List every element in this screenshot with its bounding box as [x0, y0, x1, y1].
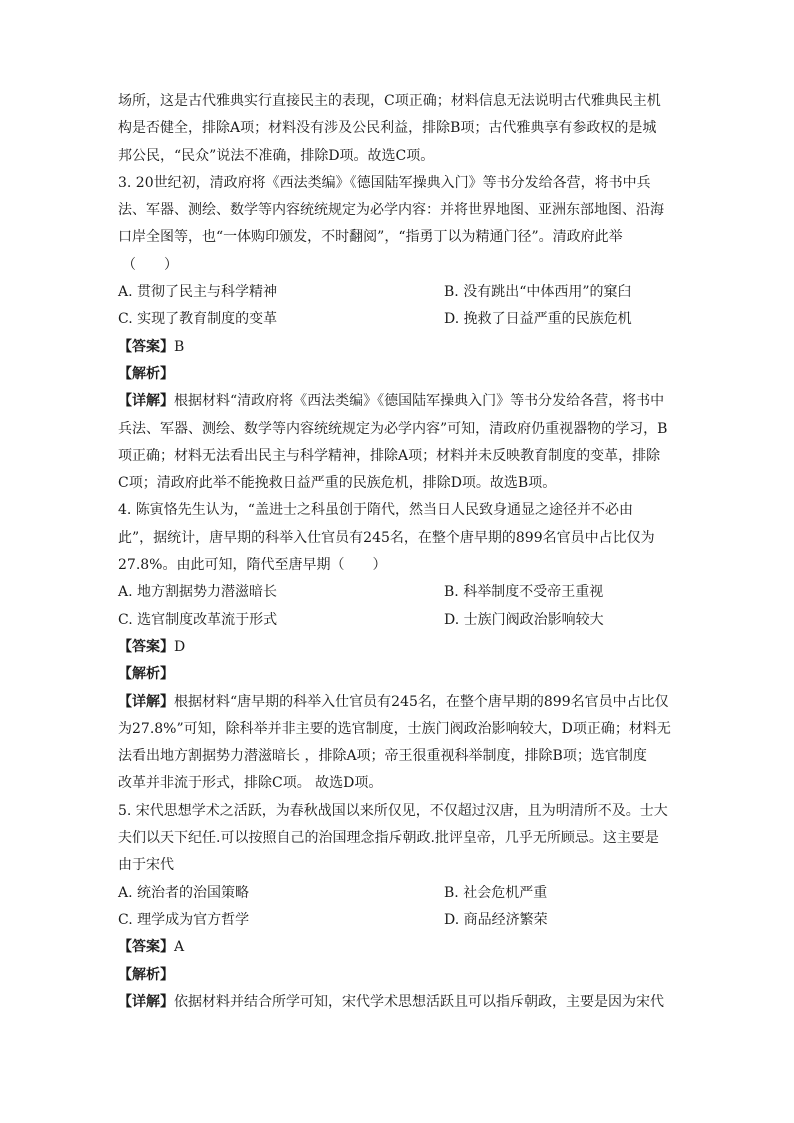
q3-option-b: B. 没有跳出“中体西用”的窠臼: [444, 284, 632, 301]
q4-answer-label: 【答案】: [118, 638, 174, 655]
q4-options-row-2: [118, 607, 678, 634]
q4-answer-value: D: [174, 638, 186, 655]
q5-option-d: D. 商品经济繁荣: [444, 911, 548, 928]
q3-options-row-1: [118, 279, 678, 306]
q5-answer-label: 【答案】: [118, 939, 174, 956]
q3-option-d: D. 挽救了日益严重的民族危机: [444, 311, 632, 328]
q5-stem-line-3: 由于宋代: [118, 857, 174, 874]
q2-explanation-line-2: 构是否健全，排除A项；材料没有涉及公民利益，排除B项；古代雅典享有参政权的是城: [118, 120, 657, 137]
q3-answer-blank: （ ）: [122, 256, 178, 273]
q4-detail-line-4: 改革并非流于形式，排除C项。 故选D项。: [118, 775, 383, 792]
q4-stem-line-2: 此”，据统计，唐早期的科举入仕官员有245名，在整个唐早期的899名官员中占比仅为: [118, 529, 655, 546]
q2-explanation-line-3: 邦公民，“民众”说法不准确，排除D项。故选C项。: [118, 147, 435, 164]
q4-detail-line-1: [118, 689, 678, 716]
q3-detail-label: 【详解】: [118, 393, 174, 410]
q2-explanation-line-1: 场所，这是古代雅典实行直接民主的表现，C项正确；材料信息无法说明古代雅典民主机: [118, 93, 661, 109]
q4-detail-line-3: 法看出地方割据势力潜滋暗长 ，排除A项；帝王很重视科举制度，排除B项；选官制度: [118, 748, 647, 765]
q5-detail-text-1: 依据材料并结合所学可知，宋代学术思想活跃且可以指斥朝政，主要是因为宋代: [174, 993, 664, 1010]
q3-stem-line-3: 口岸全图等，也“一体购印颁发，不时翻阅”，“指勇丁以为精通门径”。清政府此举: [118, 229, 623, 246]
q4-detail-label: 【详解】: [118, 693, 174, 710]
q3-answer-label: 【答案】: [118, 338, 174, 355]
q3-stem-line-1: 3. 20世纪初，清政府将《西法类编》《德国陆军操典入门》等书分发给各营，将书中兵: [118, 174, 651, 191]
q3-answer: [118, 334, 678, 361]
document-page: [118, 88, 678, 1016]
q3-option-c: C. 实现了教育制度的变革: [118, 311, 278, 328]
q3-detail-line-3: 项正确；材料无法看出民主与科学精神，排除A项；材料并未反映教育制度的变革，排除: [118, 447, 661, 464]
q5-answer-value: A: [174, 939, 185, 956]
q3-options-row-2: [118, 306, 678, 333]
q4-detail-text-1: 根据材料“唐早期的科举入仕官员有245名，在整个唐早期的899名官员中占比仅: [174, 693, 669, 710]
q5-stem-line-1: 5. 宋代思想学术之活跃，为春秋战国以来所仅见，不仅超过汉唐，且为明清所不及。士大: [118, 802, 668, 819]
q4-option-c: C. 选官制度改革流于形式: [118, 611, 278, 628]
q4-analysis-label: 【解析】: [118, 666, 174, 683]
q4-stem-line-1: 4. 陈寅恪先生认为，“盖进士之科虽创于隋代，然当日人民致身通显之途径并不必由: [118, 502, 633, 519]
q4-detail-line-2: 为27.8%”可知，除科举并非主要的选官制度，士族门阀政治影响较大，D项正确；材料无: [118, 720, 671, 737]
q5-option-b: B. 社会危机严重: [444, 884, 548, 901]
q5-options-row-1: [118, 880, 678, 907]
q5-analysis-label: 【解析】: [118, 966, 174, 983]
q3-option-a: A. 贯彻了民主与科学精神: [118, 284, 278, 301]
q4-option-a: A. 地方割据势力潜滋暗长: [118, 584, 278, 601]
q3-detail-line-2: 兵法、军器、测绘、数学等内容统统规定为必学内容”可知，清政府仍重视器物的学习，B: [118, 420, 668, 437]
q4-answer: [118, 634, 678, 661]
q4-option-d: D. 士族门阀政治影响较大: [444, 611, 604, 628]
q5-answer: [118, 934, 678, 961]
q4-options-row-1: [118, 579, 678, 606]
q5-option-c: C. 理学成为官方哲学: [118, 911, 250, 928]
q3-stem-line-2: 法、军器、测绘、数学等内容统统规定为必学内容：并将世界地图、亚洲东部地图、沿海: [118, 202, 664, 219]
q3-analysis-label: 【解析】: [118, 365, 174, 382]
q3-detail-text-1: 根据材料“清政府将《西法类编》《德国陆军操典入门》等书分发给各营，将书中: [174, 393, 665, 410]
q3-answer-value: B: [174, 338, 185, 355]
q3-detail-line-4: C项；清政府此举不能挽救日益严重的民族危机，排除D项。故选B项。: [118, 475, 557, 492]
q5-option-a: A. 统治者的治国策略: [118, 884, 250, 901]
q5-detail-line-1: [118, 989, 678, 1016]
q5-stem-line-2: 夫们以天下纪任.可以按照自己的治国理念指斥朝政.批评皇帝，几乎无所顾忌。这主要是: [118, 830, 659, 847]
q4-option-b: B. 科举制度不受帝王重视: [444, 584, 604, 601]
q3-detail-line-1: [118, 388, 678, 415]
q4-stem-line-3: 27.8%。由此可知，隋代至唐早期（ ）: [118, 557, 387, 574]
q5-detail-label: 【详解】: [118, 993, 174, 1010]
q5-options-row-2: [118, 907, 678, 934]
